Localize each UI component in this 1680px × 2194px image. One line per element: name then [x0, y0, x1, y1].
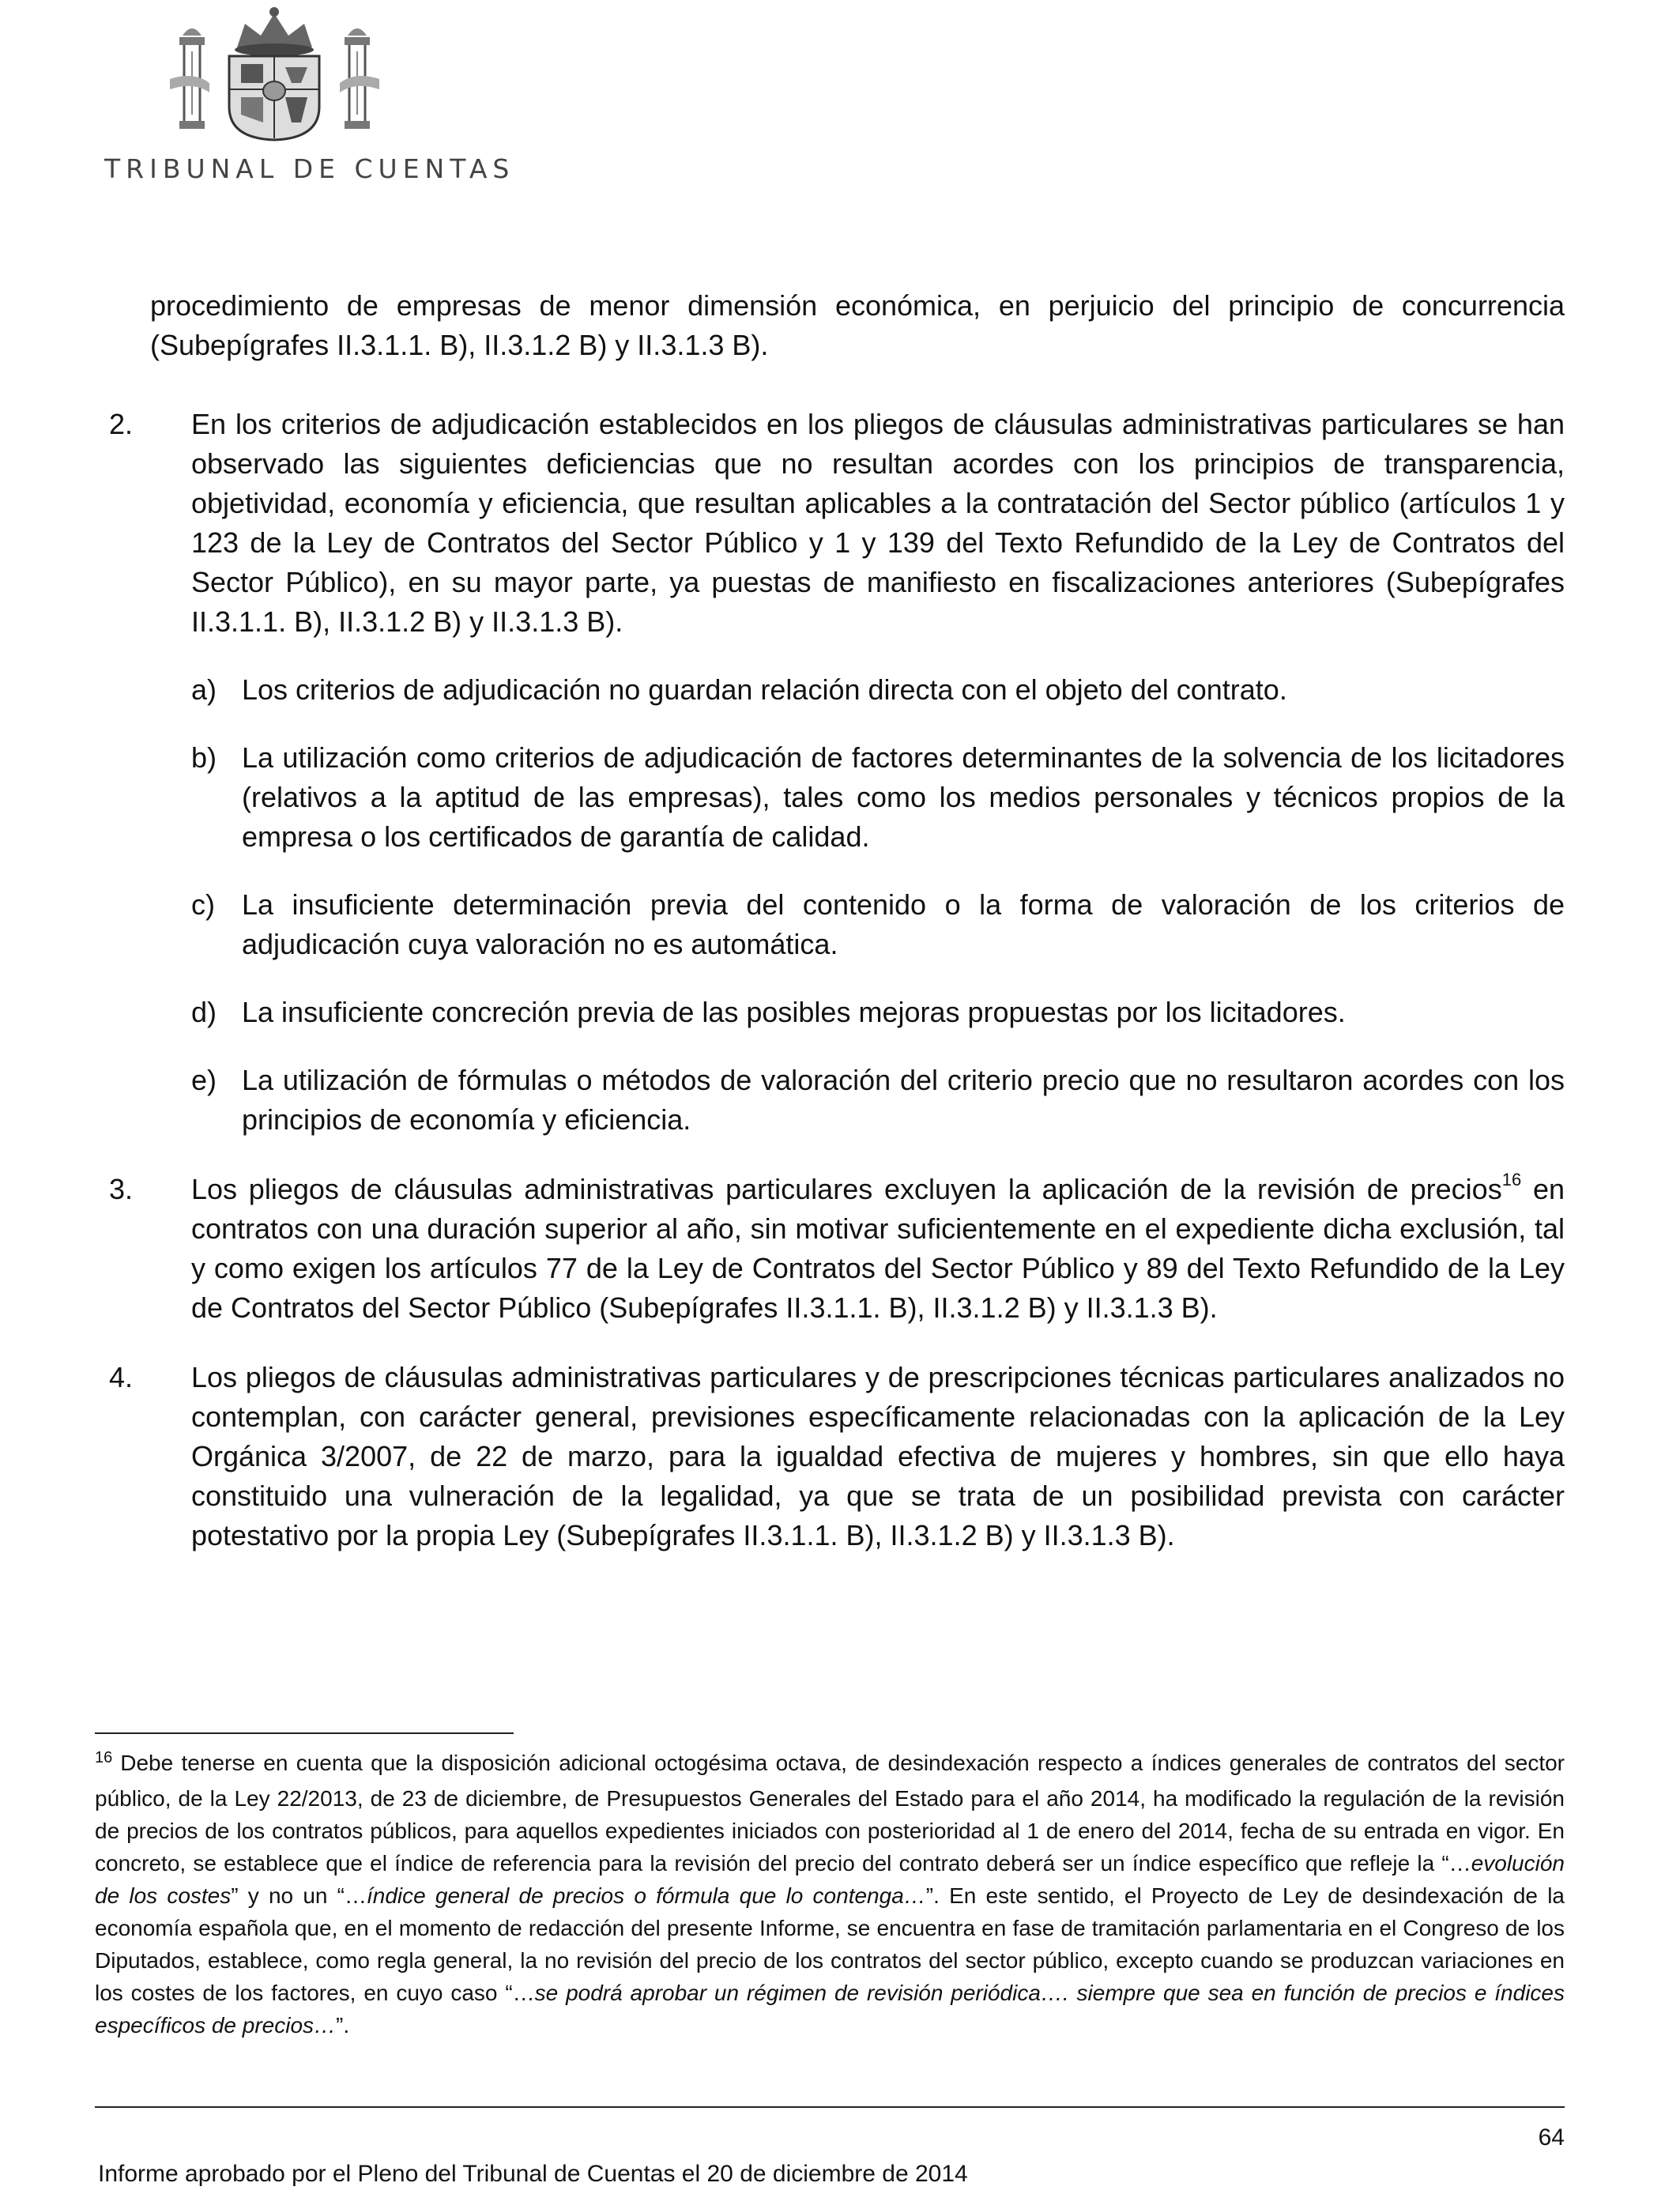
sub-item-text: La insuficiente concreción previa de las posibles mejoras propuestas por los licitadores.: [242, 996, 1346, 1028]
sub-item-letter: a): [191, 673, 217, 706]
sub-item-letter: e): [191, 1064, 217, 1096]
footnote-text-2: ” y no un “…: [231, 1883, 367, 1908]
item-text-after: en contratos con una duración superior al año, sin motivar suficientemente en el expediente dicha exclusión, tal y como exigen los artículos 77 de la Ley de Contratos del Sector Público y 89 del Texto Refundido de la Ley de Contratos del Sector Público (Subepígrafes II.3.1.1. B), II.3.1.2 B) y II.3.1.3 B).: [191, 1173, 1565, 1324]
footnote-text-1: Debe tenerse en cuenta que la disposición adicional octogésima octava, de desindexación respecto a índices generales de contratos del sector público, de la Ley 22/2013, de 23 de diciembre, de Presupuestos Generales del Estado para el año 2014, ha modificado la regulación de la revisión de precios de los contratos públicos, para aquellos expedientes iniciados con posterioridad al 1 de enero del 2014, fecha de su entrada en vigor. En concreto, se establece que el índice de referencia para la revisión del precio del contrato deberá ser un índice específico que refleje la “…: [95, 1751, 1565, 1875]
sub-item-letter: b): [191, 741, 217, 774]
footnote-mark: 16: [95, 1749, 113, 1766]
list-item-2: [109, 405, 1565, 1140]
org-name: TRIBUNAL DE CUENTAS: [104, 153, 515, 184]
sub-item-text: Los criterios de adjudicación no guardan relación directa con el objeto del contrato.: [242, 673, 1287, 706]
list-item-4: [109, 1358, 1565, 1555]
footnote-divider: [95, 1732, 514, 1734]
sub-item-e: [191, 1061, 1565, 1140]
sub-item-text: La insuficiente determinación previa del contenido o la forma de valoración de los criterios de adjudicación cuya valoración no es automática.: [242, 888, 1565, 960]
footnote-quote-1: evolución de los costes: [95, 1851, 1565, 1908]
footnote-text-4: ”.: [336, 2013, 350, 2038]
report-approval-line: Informe aprobado por el Pleno del Tribunal de Cuentas el 20 de diciembre de 2014: [98, 2161, 968, 2187]
item-text-before: Los pliegos de cláusulas administrativas particulares excluyen la aplicación de la revisión de precios: [191, 1173, 1502, 1205]
sub-item-c: [191, 885, 1565, 964]
sub-item-a: [191, 670, 1565, 710]
sub-item-d: [191, 993, 1565, 1032]
item-number: 3.: [109, 1173, 134, 1205]
footer-divider: [95, 2106, 1565, 2108]
sub-list: [191, 670, 1565, 1140]
item-number: 2.: [109, 408, 134, 440]
page-number: 64: [1538, 2124, 1565, 2151]
main-content: [109, 286, 1565, 1555]
item-number: 4.: [109, 1361, 134, 1393]
sub-item-letter: c): [191, 888, 215, 921]
sub-item-text: La utilización de fórmulas o métodos de valoración del criterio precio que no resultaron acordes con los principios de economía y eficiencia.: [242, 1064, 1565, 1136]
footnote: [95, 1747, 1565, 2041]
spanish-coat-of-arms-icon: [162, 4, 387, 142]
sub-item-b: [191, 738, 1565, 857]
footnote-quote-3: se podrá aprobar un régimen de revisión periódica…. siempre que sea en función de precios e índices específicos de precios…: [95, 1981, 1565, 2038]
list-item-3: [109, 1170, 1565, 1328]
sub-item-text: La utilización como criterios de adjudicación de factores determinantes de la solvencia de los licitadores (relativos a la aptitud de las empresas), tales como los medios personales y técnicos propios de la empresa o los certificados de garantía de calidad.: [242, 741, 1565, 853]
footnote-reference[interactable]: 16: [1501, 1170, 1522, 1189]
intro-continuation: procedimiento de empresas de menor dimensión económica, en perjuicio del principio de concurrencia (Subepígrafes II.3.1.1. B), II.3.1.2 B) y II.3.1.3 B).: [150, 289, 1565, 361]
item-text: Los pliegos de cláusulas administrativas particulares y de prescripciones técnicas particulares analizados no contemplan, con carácter general, previsiones específicamente relacionadas con la aplicación de la Ley Orgánica 3/2007, de 22 de marzo, para la igualdad efectiva de mujeres y hombres, sin que ello haya constituido una vulneración de la legalidad, ya que se trata de un posibilidad prevista con carácter potestativo por la propia Ley (Subepígrafes II.3.1.1. B), II.3.1.2 B) y II.3.1.3 B).: [191, 1361, 1565, 1551]
footnote-text-3: ”. En este sentido, el Proyecto de Ley de desindexación de la economía española que, en el momento de redacción del presente Informe, se encuentra en fase de tramitación parlamentaria en el Congreso de los Diputados, establece, como regla general, la no revisión del precio de los contratos del sector público, excepto cuando se produzcan variaciones en los costes de los factores, en cuyo caso “…: [95, 1883, 1565, 2005]
item-text: En los criterios de adjudicación establecidos en los pliegos de cláusulas administrativas particulares se han observado las siguientes deficiencias que no resultan acordes con los principios de transparencia, objetividad, economía y eficiencia, que resultan aplicables a la contratación del Sector público (artículos 1 y 123 de la Ley de Contratos del Sector Público y 1 y 139 del Texto Refundido de la Ley de Contratos del Sector Público), en su mayor parte, ya puestas de manifiesto en fiscalizaciones anteriores (Subepígrafes II.3.1.1. B), II.3.1.2 B) y II.3.1.3 B).: [191, 408, 1565, 638]
footnote-quote-2: índice general de precios o fórmula que lo contenga…: [367, 1883, 926, 1908]
sub-item-letter: d): [191, 996, 217, 1028]
